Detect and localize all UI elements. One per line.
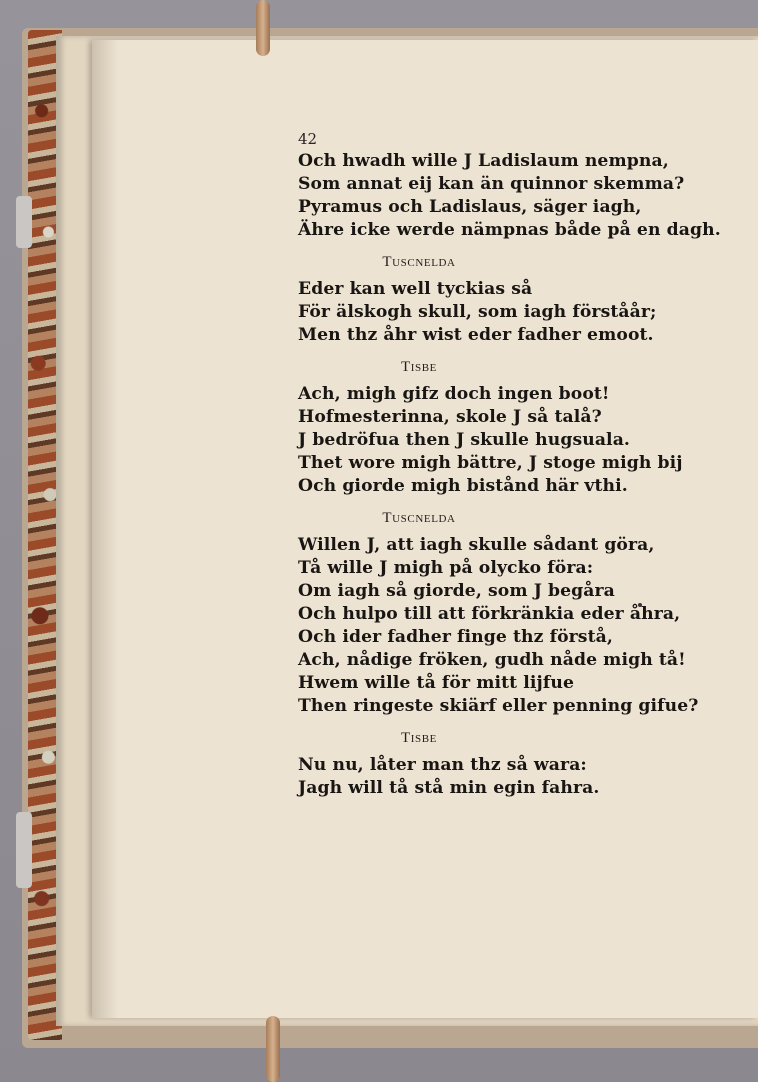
verse-stanza xyxy=(298,278,718,347)
speaker-name: Tuscnelda xyxy=(382,510,456,526)
page-number: 42 xyxy=(298,130,318,148)
verse-line: Tå wille J migh på olycko föra: xyxy=(298,558,594,578)
verse-line: Och hwadh wille J Ladislaum nempna, xyxy=(298,151,669,171)
verse-line: Som annat eij kan än quinnor skemma? xyxy=(298,174,685,194)
verse-line: Och giorde migh bistånd här vthi. xyxy=(298,476,628,496)
page-clip xyxy=(16,196,32,248)
verse-stanza xyxy=(298,754,718,800)
verse-line: Ach, nådige fröken, gudh nåde migh tå! xyxy=(298,650,686,670)
verse-line: Thet wore migh bättre, J stoge migh bij xyxy=(298,453,683,473)
verse-stanza xyxy=(298,383,718,498)
speaker-name: Tisbe xyxy=(401,359,437,375)
speaker-name: Tuscnelda xyxy=(382,254,456,270)
gutter-shadow xyxy=(92,40,118,1018)
speaker-name: Tisbe xyxy=(401,730,437,746)
bookmark-ribbon-top xyxy=(256,0,270,56)
verse-line: Willen J, att iagh skulle sådant göra, xyxy=(298,535,655,555)
verse-line: Ähre icke werde nämpnas både på en dagh. xyxy=(298,220,721,240)
verse-line: Pyramus och Ladislaus, säger iagh, xyxy=(298,197,642,217)
page-clip xyxy=(16,812,32,888)
verse-stanza xyxy=(298,150,721,242)
verse-stanza xyxy=(298,534,718,718)
verse-line: J bedröfua then J skulle hugsuala. xyxy=(298,430,631,450)
bookmark-ribbon-bottom xyxy=(266,1016,280,1082)
verse-line: Om iagh så giorde, som J begåra xyxy=(298,581,615,601)
verse-line: Och ider fadher finge thz förstå, xyxy=(298,627,613,647)
verse-line: För älskogh skull, som iagh förståår; xyxy=(298,302,657,322)
verse-line: Ach, migh gifz doch ingen boot! xyxy=(298,384,610,404)
poem-text xyxy=(298,150,721,800)
verse-line: Hofmesterinna, skole J så talå? xyxy=(298,407,602,427)
verse-line: Hwem wille tå för mitt lijfue xyxy=(298,673,574,693)
verse-line: Men thz åhr wist eder fadher emoot. xyxy=(298,325,654,345)
verse-line: Then ringeste skiärf eller penning gifue? xyxy=(298,696,699,716)
verse-line: Nu nu, låter man thz så wara: xyxy=(298,755,587,775)
verse-line: Jagh will tå stå min egin fahra. xyxy=(298,778,600,798)
verse-line: Och hulpo till att förkränkia eder åhra, xyxy=(298,604,681,624)
verse-line: Eder kan well tyckias så xyxy=(298,279,533,299)
